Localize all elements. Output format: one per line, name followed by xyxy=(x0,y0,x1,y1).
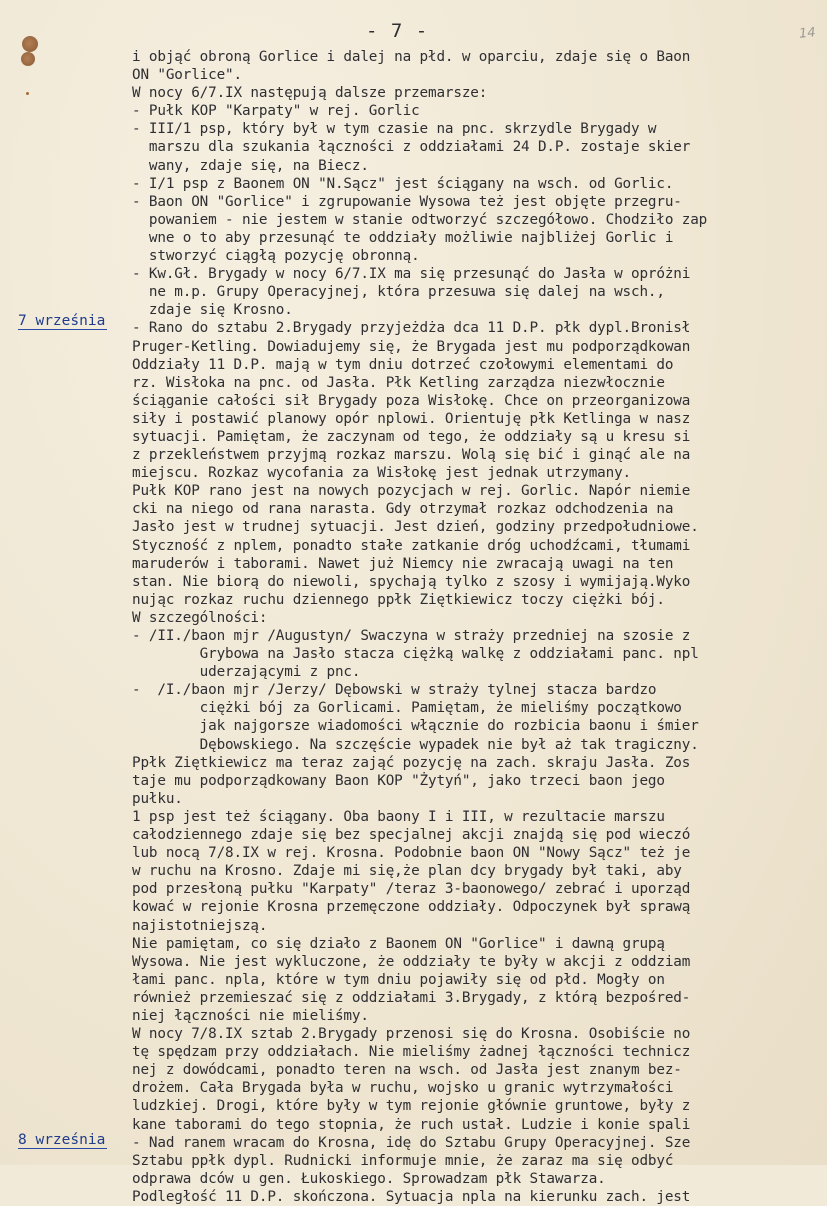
text-line: marszu dla szukania łączności z oddziałami 24 D.P. zostaje skier xyxy=(132,139,691,156)
text-line: powaniem - nie jestem w stanie odtworzyć szczegółowo. Chodziło zap xyxy=(132,211,708,228)
text-line: stworzyć ciągłą pozycję obronną. xyxy=(132,248,420,265)
text-line: zdaje się Krosno. xyxy=(132,302,293,319)
text-line: wne o to aby przesunąć te oddziały możliwie najbliżej Gorlic i xyxy=(132,229,674,246)
text-line: W szczególności: xyxy=(132,609,268,626)
text-line: ludzkiej. Drogi, które były w tym rejonie głównie gruntowe, były z xyxy=(132,1098,691,1115)
text-line: w ruchu na Krosno. Zdaje mi się,że plan dcy brygady był taki, aby xyxy=(132,863,682,880)
text-line: Nie pamiętam, co się działo z Baonem ON "Gorlice" i dawną grupą xyxy=(132,935,665,952)
text-line: Pułk KOP rano jest na nowych pozycjach w rej. Gorlic. Napór niemie xyxy=(132,483,691,500)
text-line: wany, zdaje się, na Biecz. xyxy=(132,157,369,174)
pencil-page-number: 14 xyxy=(798,25,817,42)
text-line: nej z dowódcami, ponadto teren na wsch. od Jasła jest znanym bez- xyxy=(132,1062,682,1079)
text-line: ON "Gorlice". xyxy=(132,67,242,84)
text-line: 1 psp jest też ściągany. Oba baony I i III, w rezultacie marszu xyxy=(132,808,665,825)
text-line: taje mu podporządkowany Baon KOP "Żytyń", jako trzeci baon jego xyxy=(132,772,665,789)
text-line: - Pułk KOP "Karpaty" w rej. Gorlic xyxy=(132,103,420,120)
text-line: cki na niego od rana narasta. Gdy otrzymał rozkaz odchodzenia na xyxy=(132,501,674,518)
text-line: tę spędzam przy oddziałach. Nie mieliśmy żadnej łączności technicz xyxy=(132,1044,691,1061)
text-line: Pruger-Ketling. Dowiadujemy się, że Brygada jest mu podporządkowan xyxy=(132,338,691,355)
text-line: - /I./baon mjr /Jerzy/ Dębowski w straży tylnej stacza bardzo xyxy=(132,682,657,699)
text-line: - Rano do sztabu 2.Brygady przyjeżdża dca 11 D.P. płk dypl.Bronisł xyxy=(132,320,691,337)
text-line: maruderów i taborami. Nawet już Niemcy nie zwracają uwagi na ten xyxy=(132,555,674,572)
text-line: drożem. Cała Brygada była w ruchu, wojsko u granic wytrzymałości xyxy=(132,1080,674,1097)
text-line: całodziennego zdaje się bez specjalnej akcji znajdą się pod wieczó xyxy=(132,827,691,844)
margin-date-7: 7 września xyxy=(18,313,106,329)
punch-hole xyxy=(22,36,38,52)
text-line: Oddziały 11 D.P. mają w tym dniu dotrzeć czołowymi elementami do xyxy=(132,356,674,373)
text-line: Styczność z nplem, ponadto stałe zatkanie dróg uchodźcami, tłumami xyxy=(132,537,691,554)
text-line: miejscu. Rozkaz wycofania za Wisłokę jest jednak utrzymany. xyxy=(132,465,631,482)
text-line: rz. Wisłoka na pnc. od Jasła. Płk Ketling zarządza niezwłocznie xyxy=(132,374,665,391)
text-line: W nocy 6/7.IX następują dalsze przemarsze: xyxy=(132,85,488,102)
text-line: łami panc. npla, które w tym dniu pojawiły się od płd. Mogły on xyxy=(132,971,665,988)
text-line: kane taborami do tego stopnia, że ruch ustał. Ludzie i konie spali xyxy=(132,1116,691,1133)
text-line: stan. Nie biorą do niewoli, spychają tylko z szosy i wymijają.Wyko xyxy=(132,573,691,590)
text-line: - Baon ON "Gorlice" i zgrupowanie Wysowa też jest objęte przegru- xyxy=(132,193,682,210)
page-number: - 7 - xyxy=(366,20,429,42)
text-line: odprawa dców u gen. Łukoskiego. Sprowadzam płk Stawarza. xyxy=(132,1170,606,1187)
text-line: niej łączności nie mieliśmy. xyxy=(132,1007,369,1024)
text-line: pułku. xyxy=(132,790,183,807)
text-line: lub nocą 7/8.IX w rej. Krosna. Podobnie baon ON "Nowy Sącz" też je xyxy=(132,845,691,862)
punch-hole xyxy=(21,52,35,66)
text-line: Grybowa na Jasło stacza ciężką walkę z oddziałami panc. npl xyxy=(132,646,699,663)
text-line: nując rozkaz ruchu dziennego ppłk Ziętkiewicz toczy ciężki bój. xyxy=(132,591,665,608)
typewritten-text-body xyxy=(132,48,827,1206)
text-line: sytuacji. Pamiętam, że zaczynam od tego, że oddziały są u kresu si xyxy=(132,428,691,445)
text-line: - /II./baon mjr /Augustyn/ Swaczyna w straży przedniej na szosie z xyxy=(132,628,691,644)
text-line: - III/1 psp, który był w tym czasie na pnc. skrzydle Brygady w xyxy=(132,121,657,138)
text-line: Wysowa. Nie jest wykluczone, że oddziały te były w akcji z oddziam xyxy=(132,953,691,970)
text-line: - I/1 psp z Baonem ON "N.Sącz" jest ściągany na wsch. od Gorlic. xyxy=(132,175,674,192)
margin-date-8: 8 września xyxy=(18,1132,106,1148)
text-line: Jasło jest w trudnej sytuacji. Jest dzień, godziny przedpołudniowe. xyxy=(132,519,699,536)
text-line: uderzającymi z pnc. xyxy=(132,664,361,681)
text-line: siły i postawić planowy opór nplowi. Orientuję płk Ketlinga w nasz xyxy=(132,410,691,427)
paper-speck xyxy=(26,92,29,95)
text-line: ściąganie całości sił Brygady poza Wisłokę. Chce on przeorganizowa xyxy=(132,392,691,409)
text-line: ne m.p. Grupy Operacyjnej, która przesuwa się dalej na wsch., xyxy=(132,284,665,301)
text-line: - Kw.Gł. Brygady w nocy 6/7.IX ma się przesunąć do Jasła w opróżni xyxy=(132,266,691,283)
text-line: Sztabu ppłk dypl. Rudnicki informuje mnie, że zaraz ma się odbyć xyxy=(132,1152,674,1169)
text-line: jak najgorsze wiadomości włącznie do rozbicia baonu i śmier xyxy=(132,718,699,735)
text-line: również przemieszać się z oddziałami 3.Brygady, z którą bezpośred- xyxy=(132,989,691,1006)
text-line: ciężki bój za Gorlicami. Pamiętam, że mieliśmy początkowo xyxy=(132,700,682,717)
text-line: najistotniejszą. xyxy=(132,917,268,934)
text-line: kować w rejonie Krosna przemęczone oddziały. Odpoczynek był sprawą xyxy=(132,899,691,916)
text-line: pod przesłoną pułku "Karpaty" /teraz 3-baonowego/ zebrać i uporząd xyxy=(132,881,691,898)
text-line: i objąć obroną Gorlice i dalej na płd. w oparciu, zdaje się o Baon xyxy=(132,49,691,65)
text-line: Dębowskiego. Na szczęście wypadek nie był aż tak tragiczny. xyxy=(132,736,699,753)
text-line: W nocy 7/8.IX sztab 2.Brygady przenosi się do Krosna. Osobiście no xyxy=(132,1026,691,1043)
text-line: - Nad ranem wracam do Krosna, idę do Sztabu Grupy Operacyjnej. Sze xyxy=(132,1134,691,1151)
text-line: Podległość 11 D.P. skończona. Sytuacja npla na kierunku zach. jest xyxy=(132,1188,691,1205)
text-line: Ppłk Ziętkiewicz ma teraz zająć pozycję na zach. skraju Jasła. Zos xyxy=(132,754,691,771)
text-line: z przekleństwem przyjmą rozkaz marszu. Wolą się bić i ginąć ale na xyxy=(132,447,691,464)
